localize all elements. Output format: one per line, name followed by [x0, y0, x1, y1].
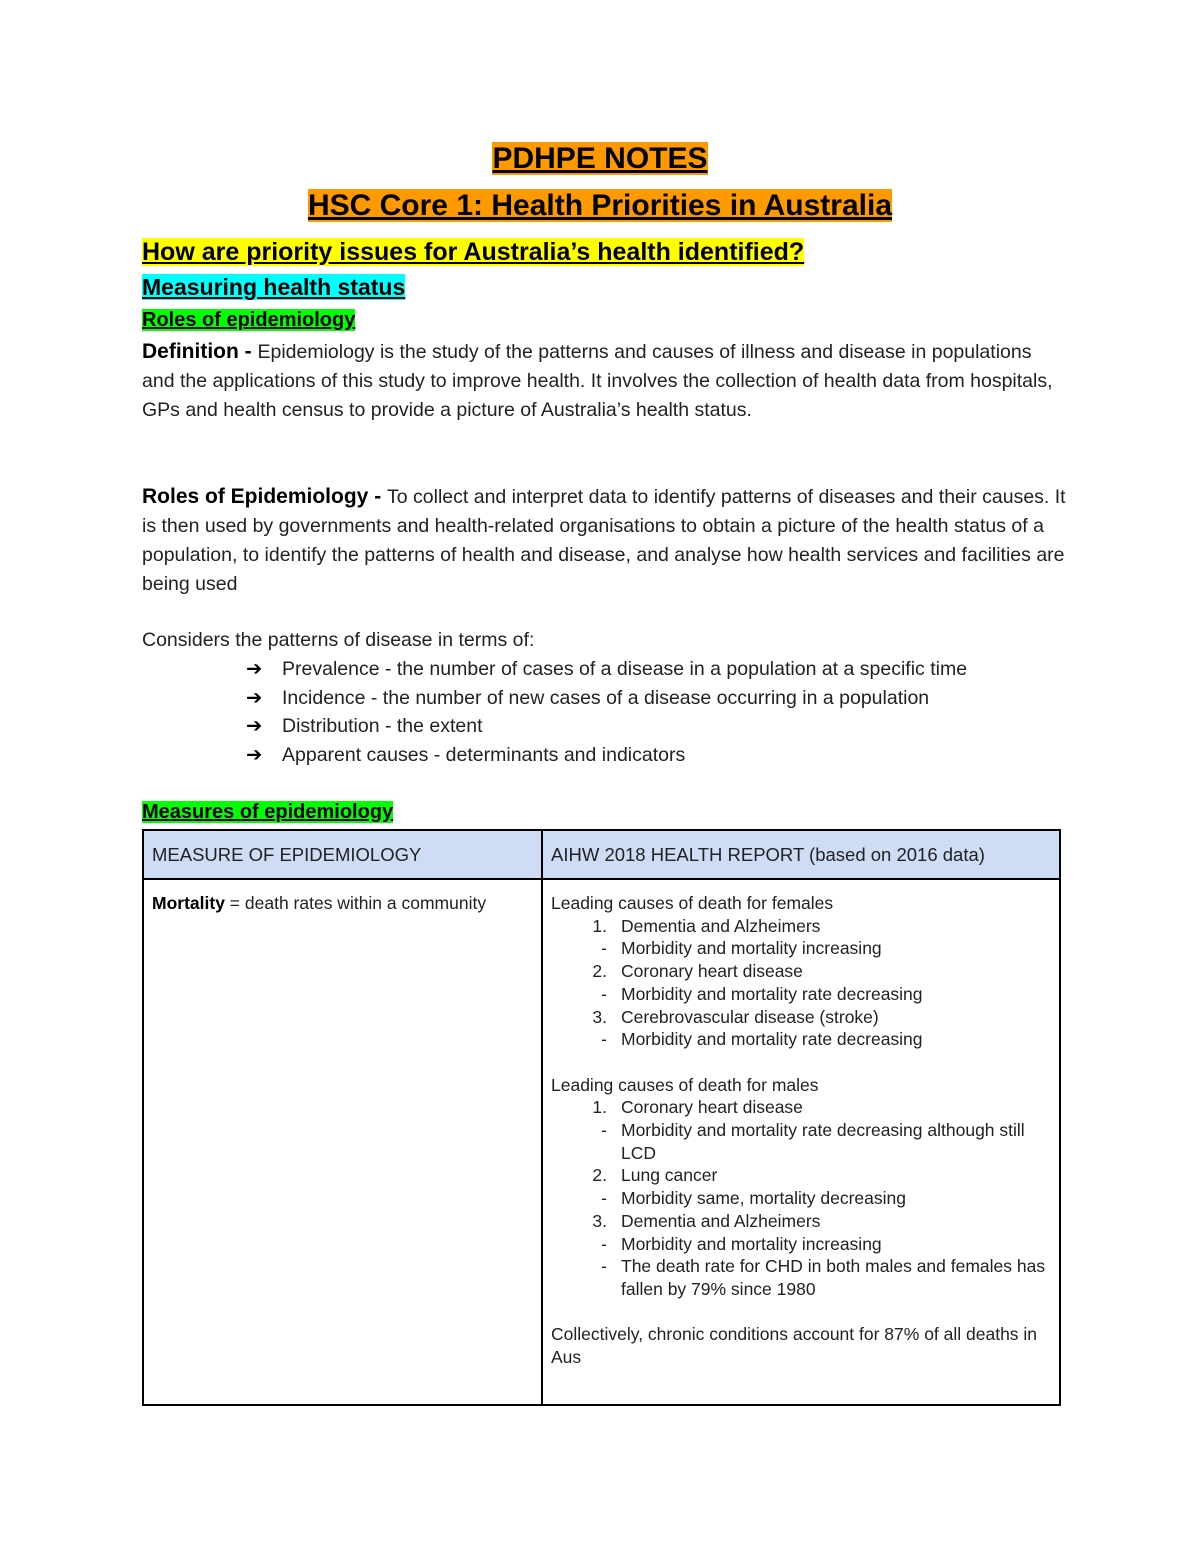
list-item-text: Lung cancer [621, 1165, 718, 1186]
list-item-text: Cerebrovascular disease (stroke) [621, 1006, 879, 1027]
list-marker: 3. [592, 1006, 607, 1027]
list-item-text: Morbidity same, mortality decreasing [621, 1188, 906, 1209]
list-marker: 2. [592, 1165, 607, 1186]
arrow-icon: ➔ [246, 686, 263, 709]
title-text: PDHPE NOTES [492, 142, 708, 175]
measures-text: Measures of epidemiology [142, 801, 394, 823]
list-item-text: Morbidity and mortality rate decreasing [621, 1029, 923, 1050]
females-heading: Leading causes of death for females [551, 893, 834, 913]
report-cell [542, 879, 1060, 1405]
table-header-report: AIHW 2018 HEALTH REPORT (based on 2016 data) [542, 830, 1060, 879]
list-item [551, 983, 1051, 1006]
arrow-icon: ➔ [246, 744, 263, 767]
roles-text: Roles of epidemiology [142, 309, 356, 331]
list-item-text: Incidence - the number of new cases of a disease occurring in a population [282, 686, 930, 709]
list-item [246, 655, 967, 684]
table-header-measure: MEASURE OF EPIDEMIOLOGY [143, 830, 542, 879]
definition-paragraph [142, 337, 1067, 425]
list-item-text: Morbidity and mortality increasing [621, 938, 882, 959]
list-marker: 1. [592, 915, 607, 936]
list-item-text: Morbidity and mortality rate decreasing [621, 983, 923, 1004]
list-item [551, 1006, 1051, 1029]
measure-description: = death rates within a community [224, 893, 487, 913]
list-item [551, 915, 1051, 938]
list-item [246, 741, 967, 770]
list-item-text: Dementia and Alzheimers [621, 1210, 821, 1231]
table-header-row [143, 830, 1060, 879]
list-item [551, 1028, 1051, 1051]
list-item-text: Dementia and Alzheimers [621, 915, 821, 936]
roles-text-body: To collect and interpret data to identify patterns of diseases and their causes. It is then used by governments and health-related organisations to obtain a picture of the health status of a population, to identify the patterns of health and disease, and analyse how health services and facilities are being used [142, 486, 1066, 595]
collectively-text: Collectively, chronic conditions account for 87% of all deaths in Aus [551, 1324, 1038, 1368]
measure-cell [143, 879, 542, 1405]
females-list [551, 915, 1051, 1051]
list-item-text: Coronary heart disease [621, 961, 803, 982]
subtitle-text: HSC Core 1: Health Priorities in Australia [307, 189, 893, 222]
list-item-text: Morbidity and mortality increasing [621, 1233, 882, 1254]
list-item [551, 960, 1051, 983]
measuring-text: Measuring health status [142, 274, 406, 300]
list-marker: 1. [592, 1097, 607, 1118]
list-marker: 3. [592, 1210, 607, 1231]
list-marker: - [601, 1188, 607, 1209]
roles-paragraph [142, 482, 1067, 599]
list-item [551, 1233, 1051, 1256]
list-item [246, 712, 967, 741]
list-item [551, 1210, 1051, 1233]
list-item-text: Coronary heart disease [621, 1097, 803, 1118]
section-heading-roles [142, 307, 355, 333]
list-item [551, 1096, 1051, 1119]
section-heading-question [142, 236, 804, 268]
list-item [551, 1187, 1051, 1210]
definition-text: Epidemiology is the study of the patterns and causes of illness and disease in populations and the applications of this study to improve health. It involves the collection of health data from hospitals, GPs and health census to provide a picture of Australia’s health status. [142, 341, 1053, 421]
page-subtitle [0, 187, 1200, 225]
list-item [551, 1164, 1051, 1187]
list-marker: - [601, 1256, 607, 1277]
measure-name: Mortality [152, 893, 225, 913]
list-marker: - [601, 1120, 607, 1141]
list-item-text: Morbidity and mortality rate decreasing although still LCD [621, 1120, 1025, 1163]
list-marker: - [601, 983, 607, 1004]
question-text: How are priority issues for Australia’s health identified? [142, 238, 805, 266]
list-marker: - [601, 1029, 607, 1050]
table-row [143, 879, 1060, 1405]
list-item-text: Apparent causes - determinants and indicators [282, 744, 686, 767]
list-item [246, 684, 967, 713]
list-item-text: Prevalence - the number of cases of a disease in a population at a specific time [282, 658, 968, 680]
list-item-text: Distribution - the extent [282, 715, 483, 738]
males-list [551, 1096, 1051, 1300]
epidemiology-table [142, 829, 1061, 1406]
page-title [0, 140, 1200, 178]
considers-paragraph: Considers the patterns of disease in terms of: [142, 629, 535, 651]
list-item [551, 1119, 1051, 1164]
list-item [551, 937, 1051, 960]
list-marker: - [601, 938, 607, 959]
list-marker: 2. [592, 961, 607, 982]
list-item [551, 1255, 1051, 1300]
definition-lead: Definition - [142, 340, 258, 363]
list-marker: - [601, 1233, 607, 1254]
arrow-icon: ➔ [246, 715, 263, 738]
section-heading-measuring [142, 272, 405, 302]
arrow-icon: ➔ [246, 658, 263, 680]
roles-lead: Roles of Epidemiology - [142, 485, 388, 508]
section-heading-measures [142, 799, 393, 825]
pattern-list [246, 655, 967, 770]
males-heading: Leading causes of death for males [551, 1074, 819, 1095]
list-item-text: The death rate for CHD in both males and females has fallen by 79% since 1980 [621, 1256, 1046, 1299]
